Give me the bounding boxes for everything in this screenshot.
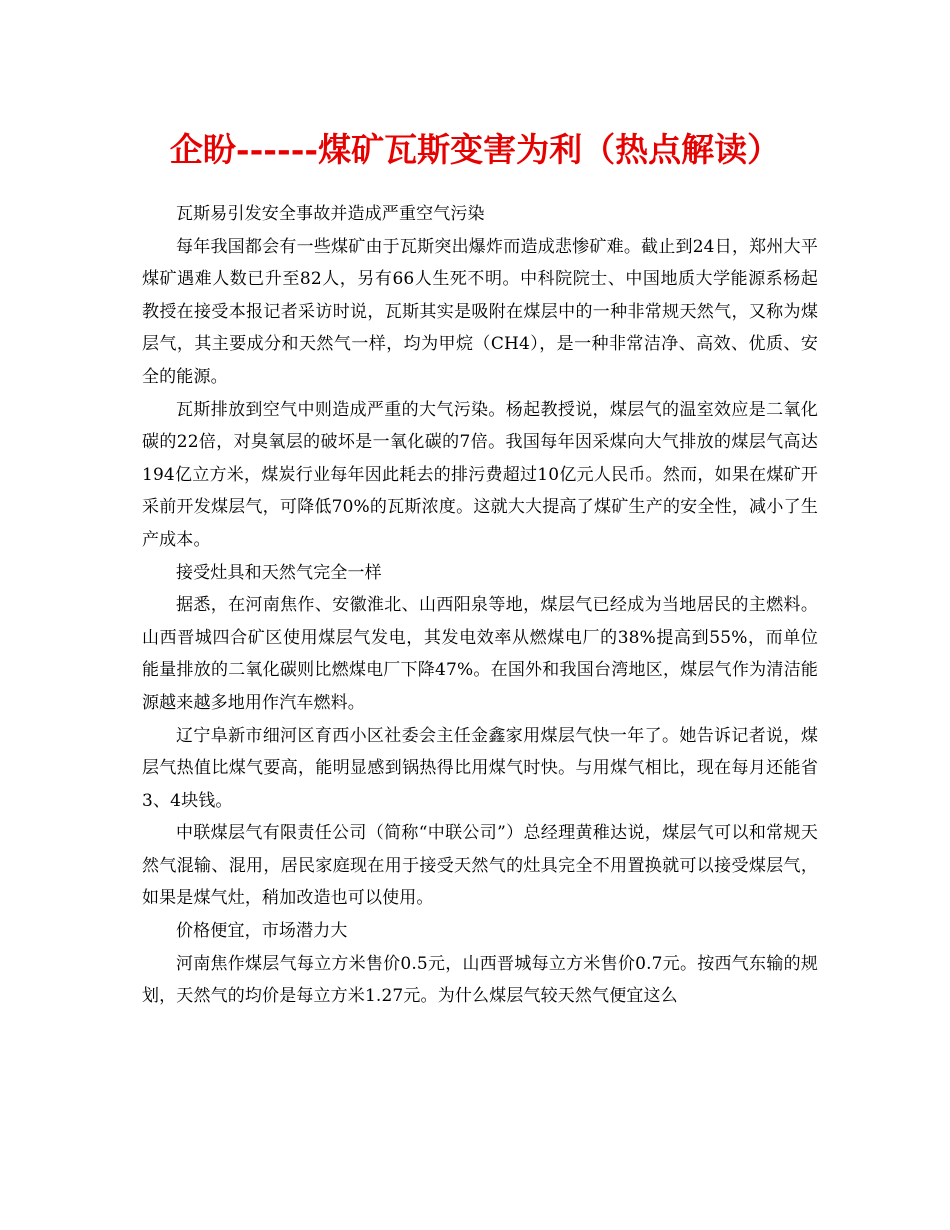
paragraph-pricing: 河南焦作煤层气每立方米售价0.5元，山西晋城每立方米售价0.7元。按西气东输的规划，天然气的均价是每立方米1.27元。为什么煤层气较天然气便宜这么: [142, 953, 818, 1007]
section-heading-price: 价格便宜，市场潜力大: [176, 921, 348, 942]
paragraph-mine-disaster: 每年我国都会有一些煤矿由于瓦斯突出爆炸而造成悲惨矿难。截止到24日，郑州大平煤矿遇难人数已升至82人，另有66人生死不明。中科院院士、中国地质大学能源系杨起教授在接受本报记者采访时说，瓦斯其实是吸附在煤层中的一种非常规天然气，又称为煤层气，其主要成分和天然气一样，均为甲烷（CH4），是一种非常洁净、高效、优质、安全的能源。: [142, 236, 818, 387]
document-title: 企盼------煤矿瓦斯变害为利（热点解读）: [169, 130, 781, 169]
paragraph-air-pollution: 瓦斯排放到空气中则造成严重的大气污染。杨起教授说，煤层气的温室效应是二氧化碳的22倍，对臭氧层的破坏是一氧化碳的7倍。我国每年因采煤向大气排放的煤层气高达194亿立方米，煤炭行业每年因此耗去的排污费超过10亿元人民币。然而，如果在煤矿开采前开发煤层气，可降低70%的瓦斯浓度。这就大大提高了煤矿生产的安全性，减小了生产成本。: [142, 399, 818, 550]
document-body: [142, 198, 818, 1013]
paragraph-company-statement: 中联煤层气有限责任公司（简称“中联公司”）总经理黄稚达说，煤层气可以和常规天然气混输、混用，居民家庭现在用于接受天然气的灶具完全不用置换就可以接受煤层气，如果是煤气灶，稍加改造也可以使用。: [142, 823, 818, 909]
section-heading-stoves: 接受灶具和天然气完全一样: [176, 562, 382, 583]
section-heading-pollution: 瓦斯易引发安全事故并造成严重空气污染: [176, 204, 485, 224]
paragraph-local-fuel: 据悉，在河南焦作、安徽淮北、山西阳泉等地，煤层气已经成为当地居民的主燃料。山西晋城四合矿区使用煤层气发电，其发电效率从燃煤电厂的38%提高到55%，而单位能量排放的二氧化碳则比燃煤电厂下降47%。在国外和我国台湾地区，煤层气作为清洁能源越来越多地用作汽车燃料。: [142, 595, 818, 713]
paragraph-resident-usage: 辽宁阜新市细河区育西小区社委会主任金鑫家用煤层气快一年了。她告诉记者说，煤层气热值比煤气要高，能明显感到锅热得比用煤气时快。与用煤气相比，现在每月还能省3、4块钱。: [142, 725, 818, 811]
